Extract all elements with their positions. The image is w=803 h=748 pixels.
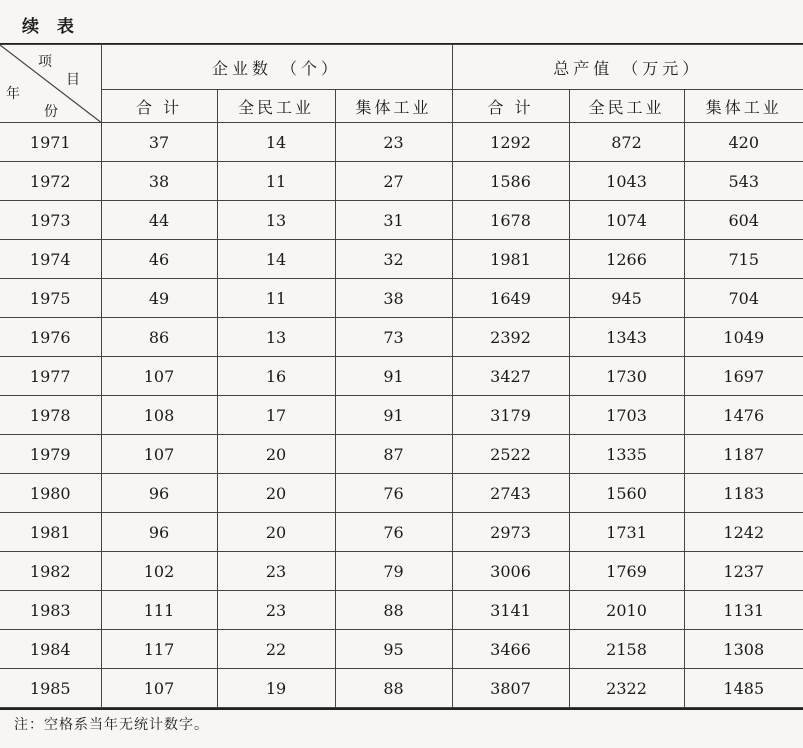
enterprise-collective-cell: 73	[335, 318, 452, 357]
output-total-cell: 2522	[452, 435, 569, 474]
output-total-cell: 1981	[452, 240, 569, 279]
output-collective-cell: 1476	[684, 396, 803, 435]
table-row	[0, 591, 803, 630]
output-state-cell: 1560	[569, 474, 684, 513]
enterprise-total-cell: 38	[101, 162, 217, 201]
output-state-cell: 1043	[569, 162, 684, 201]
enterprise-total-cell: 96	[101, 513, 217, 552]
table-row	[0, 123, 803, 162]
table-row	[0, 435, 803, 474]
header-row-sub	[0, 90, 803, 123]
enterprise-collective-cell: 87	[335, 435, 452, 474]
enterprise-state-cell: 11	[217, 279, 335, 318]
table-row	[0, 630, 803, 669]
bottom-rule	[0, 708, 803, 710]
enterprise-state-cell: 14	[217, 123, 335, 162]
corner-header	[0, 45, 101, 123]
enterprise-collective-cell: 32	[335, 240, 452, 279]
year-cell: 1976	[0, 318, 101, 357]
output-total-cell: 1586	[452, 162, 569, 201]
enterprise-state-cell: 19	[217, 669, 335, 708]
sub-header: 集体工业	[335, 90, 452, 123]
output-total-cell: 3179	[452, 396, 569, 435]
enterprise-total-cell: 37	[101, 123, 217, 162]
output-collective-cell: 1242	[684, 513, 803, 552]
output-total-cell: 3006	[452, 552, 569, 591]
output-total-cell: 2743	[452, 474, 569, 513]
enterprise-collective-cell: 91	[335, 357, 452, 396]
table-row	[0, 162, 803, 201]
statistics-table	[0, 44, 803, 708]
year-cell: 1980	[0, 474, 101, 513]
sub-header: 全民工业	[569, 90, 684, 123]
enterprise-total-cell: 102	[101, 552, 217, 591]
output-collective-cell: 1697	[684, 357, 803, 396]
table-row	[0, 474, 803, 513]
enterprise-total-cell: 108	[101, 396, 217, 435]
output-state-cell: 2158	[569, 630, 684, 669]
enterprise-state-cell: 13	[217, 201, 335, 240]
enterprise-total-cell: 107	[101, 669, 217, 708]
table-row	[0, 240, 803, 279]
sub-header: 全民工业	[217, 90, 335, 123]
table-row	[0, 396, 803, 435]
output-state-cell: 1074	[569, 201, 684, 240]
year-cell: 1984	[0, 630, 101, 669]
output-collective-cell: 715	[684, 240, 803, 279]
corner-label-item: 项	[38, 54, 56, 70]
output-collective-cell: 704	[684, 279, 803, 318]
sub-header: 合 计	[452, 90, 569, 123]
enterprise-total-cell: 117	[101, 630, 217, 669]
table-row	[0, 513, 803, 552]
output-collective-cell: 604	[684, 201, 803, 240]
output-state-cell: 872	[569, 123, 684, 162]
enterprise-total-cell: 107	[101, 357, 217, 396]
enterprise-collective-cell: 95	[335, 630, 452, 669]
output-total-cell: 3141	[452, 591, 569, 630]
output-collective-cell: 1237	[684, 552, 803, 591]
output-total-cell: 2973	[452, 513, 569, 552]
group-header-enterprises: 企业数 （个）	[101, 45, 452, 90]
output-total-cell: 1649	[452, 279, 569, 318]
enterprise-state-cell: 11	[217, 162, 335, 201]
enterprise-total-cell: 49	[101, 279, 217, 318]
enterprise-total-cell: 96	[101, 474, 217, 513]
enterprise-state-cell: 22	[217, 630, 335, 669]
output-state-cell: 1266	[569, 240, 684, 279]
enterprise-state-cell: 23	[217, 552, 335, 591]
output-total-cell: 2392	[452, 318, 569, 357]
year-cell: 1975	[0, 279, 101, 318]
output-state-cell: 1731	[569, 513, 684, 552]
enterprise-collective-cell: 38	[335, 279, 452, 318]
footnote: 注：空格系当年无统计数字。	[14, 717, 209, 733]
table-row	[0, 552, 803, 591]
corner-label-mu: 目	[66, 72, 84, 88]
corner-label-fen: 份	[44, 104, 62, 120]
output-state-cell: 1343	[569, 318, 684, 357]
enterprise-collective-cell: 76	[335, 513, 452, 552]
enterprise-collective-cell: 88	[335, 591, 452, 630]
output-total-cell: 3427	[452, 357, 569, 396]
output-collective-cell: 420	[684, 123, 803, 162]
output-state-cell: 945	[569, 279, 684, 318]
output-total-cell: 1678	[452, 201, 569, 240]
corner-label-year: 年	[6, 86, 24, 102]
enterprise-collective-cell: 23	[335, 123, 452, 162]
output-total-cell: 1292	[452, 123, 569, 162]
enterprise-state-cell: 13	[217, 318, 335, 357]
header-row-groups	[0, 45, 803, 90]
enterprise-collective-cell: 79	[335, 552, 452, 591]
year-cell: 1974	[0, 240, 101, 279]
output-collective-cell: 543	[684, 162, 803, 201]
enterprise-collective-cell: 88	[335, 669, 452, 708]
output-collective-cell: 1187	[684, 435, 803, 474]
output-state-cell: 2322	[569, 669, 684, 708]
enterprise-state-cell: 17	[217, 396, 335, 435]
enterprise-total-cell: 111	[101, 591, 217, 630]
enterprise-state-cell: 20	[217, 435, 335, 474]
enterprise-total-cell: 86	[101, 318, 217, 357]
enterprise-state-cell: 23	[217, 591, 335, 630]
output-collective-cell: 1049	[684, 318, 803, 357]
year-cell: 1978	[0, 396, 101, 435]
output-state-cell: 1769	[569, 552, 684, 591]
output-collective-cell: 1485	[684, 669, 803, 708]
enterprise-collective-cell: 76	[335, 474, 452, 513]
enterprise-state-cell: 14	[217, 240, 335, 279]
output-state-cell: 1335	[569, 435, 684, 474]
year-cell: 1973	[0, 201, 101, 240]
enterprise-state-cell: 20	[217, 474, 335, 513]
group-header-output: 总产值 （万元）	[452, 45, 803, 90]
enterprise-collective-cell: 27	[335, 162, 452, 201]
enterprise-collective-cell: 91	[335, 396, 452, 435]
year-cell: 1982	[0, 552, 101, 591]
output-collective-cell: 1131	[684, 591, 803, 630]
enterprise-total-cell: 107	[101, 435, 217, 474]
year-cell: 1981	[0, 513, 101, 552]
enterprise-state-cell: 16	[217, 357, 335, 396]
year-cell: 1979	[0, 435, 101, 474]
enterprise-state-cell: 20	[217, 513, 335, 552]
table-row	[0, 201, 803, 240]
enterprise-collective-cell: 31	[335, 201, 452, 240]
output-state-cell: 1730	[569, 357, 684, 396]
table-row	[0, 279, 803, 318]
table-row	[0, 669, 803, 708]
output-state-cell: 1703	[569, 396, 684, 435]
table-row	[0, 357, 803, 396]
output-total-cell: 3807	[452, 669, 569, 708]
year-cell: 1985	[0, 669, 101, 708]
year-cell: 1971	[0, 123, 101, 162]
year-cell: 1977	[0, 357, 101, 396]
table-title: 续 表	[22, 17, 80, 37]
enterprise-total-cell: 44	[101, 201, 217, 240]
table-row	[0, 318, 803, 357]
year-cell: 1972	[0, 162, 101, 201]
output-collective-cell: 1183	[684, 474, 803, 513]
year-cell: 1983	[0, 591, 101, 630]
sub-header: 集体工业	[684, 90, 803, 123]
output-collective-cell: 1308	[684, 630, 803, 669]
sub-header: 合 计	[101, 90, 217, 123]
output-state-cell: 2010	[569, 591, 684, 630]
output-total-cell: 3466	[452, 630, 569, 669]
enterprise-total-cell: 46	[101, 240, 217, 279]
